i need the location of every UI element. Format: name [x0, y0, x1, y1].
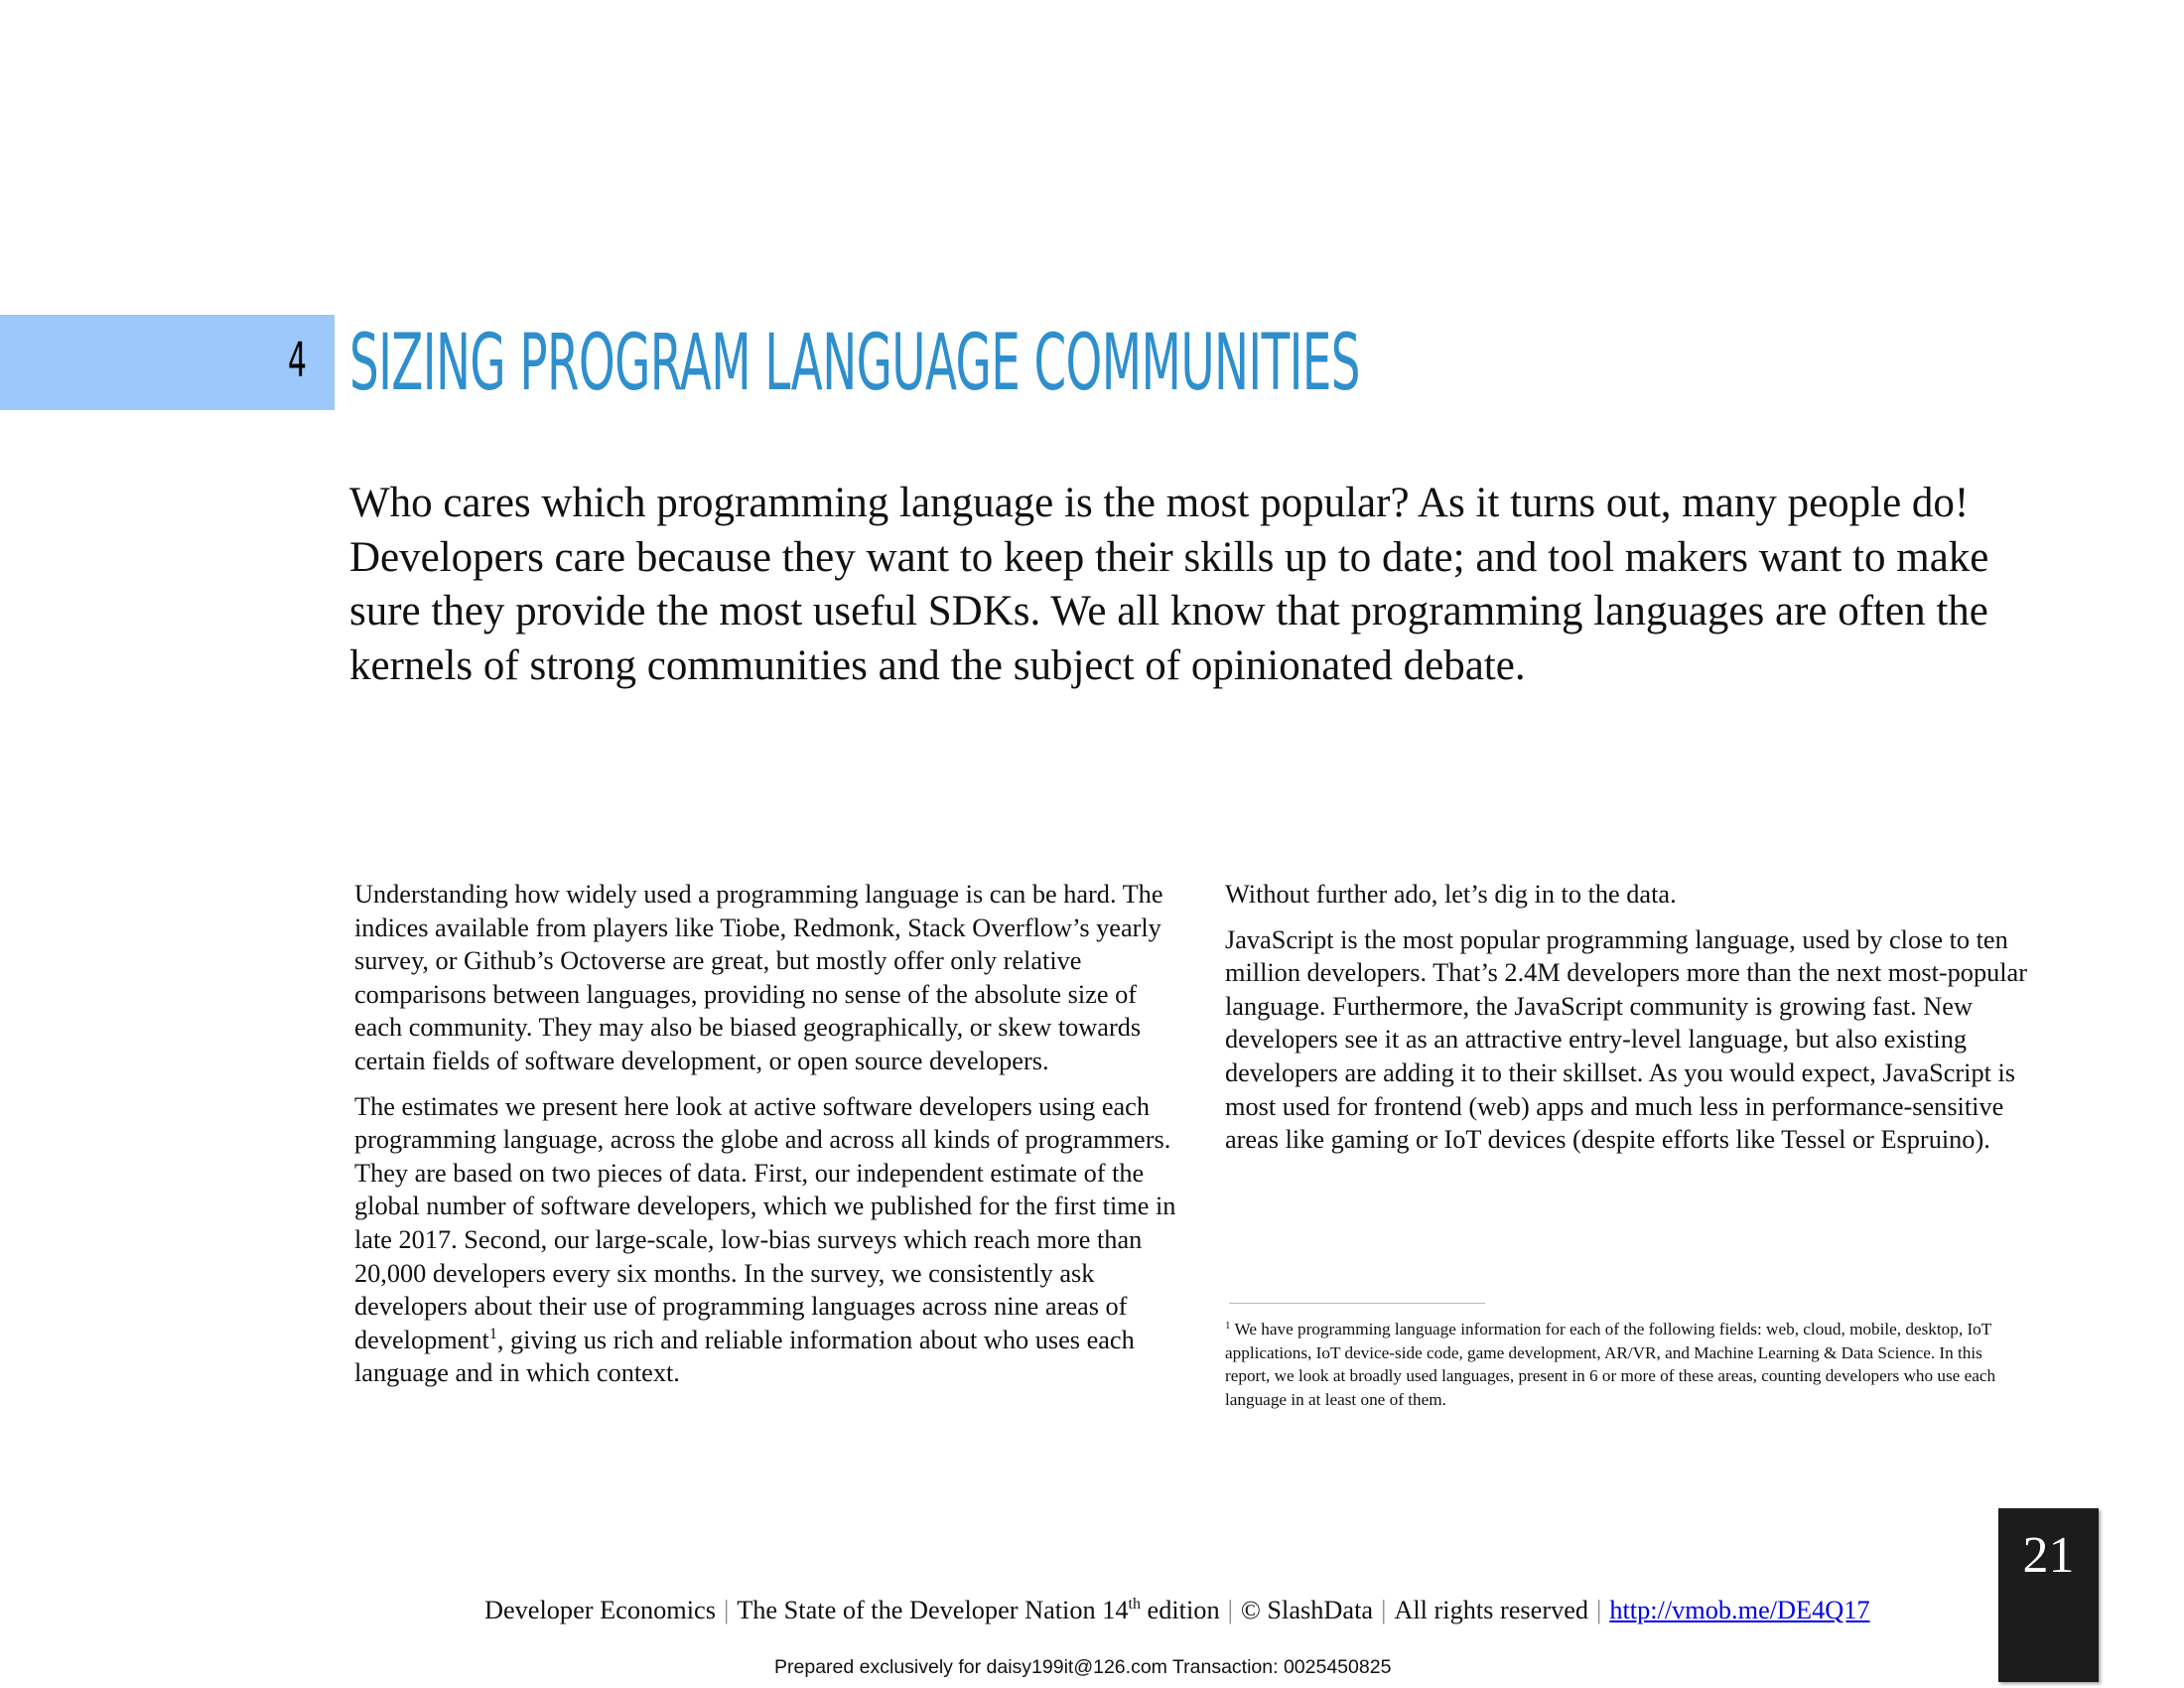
- footnote-text: We have programming language information for each of the following fields: web, cloud, mobile, desktop, IoT applications, IoT device-side code, game development, AR/VR, and Machine Learning & Data Science. In this report, we look at broadly used languages, present in 6 or more of these areas, counting developers who use each language in at least one of them.: [1225, 1320, 1996, 1409]
- footer-separator: |: [1596, 1596, 1602, 1624]
- footer-edition-word: edition: [1140, 1596, 1220, 1624]
- footnote-divider: [1229, 1303, 1485, 1304]
- left-paragraph-2-text: The estimates we present here look at active software developers using each programming language, across the globe and across all kinds of programmers. They are based on two pieces of data. First, our independent estimate of the global number of software developers, which we published for the first time in late 2017. Second, our large-scale, low-bias surveys which reach more than 20,000 developers every six months. In the survey, we consistently ask developers about their use of programming languages across nine areas of development: [354, 1091, 1176, 1354]
- footnote: [1225, 1315, 2009, 1411]
- footnote-reference[interactable]: 1: [488, 1325, 497, 1342]
- section-number: 4: [288, 333, 307, 388]
- footer-link[interactable]: http://vmob.me/DE4Q17: [1609, 1596, 1870, 1624]
- footer-copyright: © SlashData: [1240, 1596, 1374, 1624]
- right-paragraph-1: Without further ado, let’s dig in to the data.: [1225, 880, 1677, 909]
- footer-report-title-text: The State of the Developer Nation 14: [737, 1596, 1129, 1624]
- left-column: [354, 878, 1178, 1402]
- left-paragraph-2: [354, 1090, 1178, 1390]
- page-number: 21: [2022, 1527, 2075, 1584]
- right-paragraph-2: JavaScript is the most popular programming language, used by close to ten million developers. That’s 2.4M developers more than the next most-popular language. Furthermore, the JavaScript community is growing fast. New developers see it as an attractive entry-level language, but also existing developers are adding it to their skillset. As you would expect, JavaScript is most used for frontend (web) apps and much less in performance-sensitive areas like gaming or IoT devices (despite efforts like Tessel or Espruino).: [1225, 924, 2027, 1155]
- footer-report-title: [737, 1596, 1219, 1624]
- footer-separator: |: [723, 1596, 730, 1624]
- footer-separator: |: [1227, 1596, 1233, 1624]
- footer-edition-suffix: th: [1128, 1596, 1141, 1613]
- right-column: [1225, 878, 2059, 1169]
- left-paragraph-1: Understanding how widely used a programming language is can be hard. The indices available from players like Tiobe, Redmonk, Stack Overflow’s yearly survey, or Github’s Octoverse are great, but mostly offer only relative comparisons between languages, providing no sense of the absolute size of each community. They may also be biased geographically, or skew towards certain fields of software development, or open source developers.: [354, 880, 1163, 1075]
- section-band: [0, 315, 335, 410]
- section-title: SIZING PROGRAM LANGUAGE COMMUNITIES: [349, 319, 1360, 408]
- prepared-for-notice: Prepared exclusively for daisy199it@126.com Transaction: 0025450825: [774, 1656, 1392, 1678]
- left-paragraph-2-tail: , giving us rich and reliable information about who uses each language and in which context.: [354, 1325, 1135, 1388]
- footnote-mark: 1: [1225, 1320, 1231, 1332]
- footer: [484, 1594, 1870, 1627]
- lead-paragraph: Who cares which programming language is the most popular? As it turns out, many people do! Developers care because they want to keep their skills up to date; and tool makers want to make sure they provide the most useful SDKs. We all know that programming languages are often the kernels of strong communities and the subject of opinionated debate.: [349, 480, 1989, 689]
- footer-publication: Developer Economics: [484, 1596, 716, 1624]
- footer-rights: All rights reserved: [1394, 1596, 1589, 1624]
- footer-separator: |: [1381, 1596, 1387, 1624]
- page-number-box: [1998, 1508, 2099, 1682]
